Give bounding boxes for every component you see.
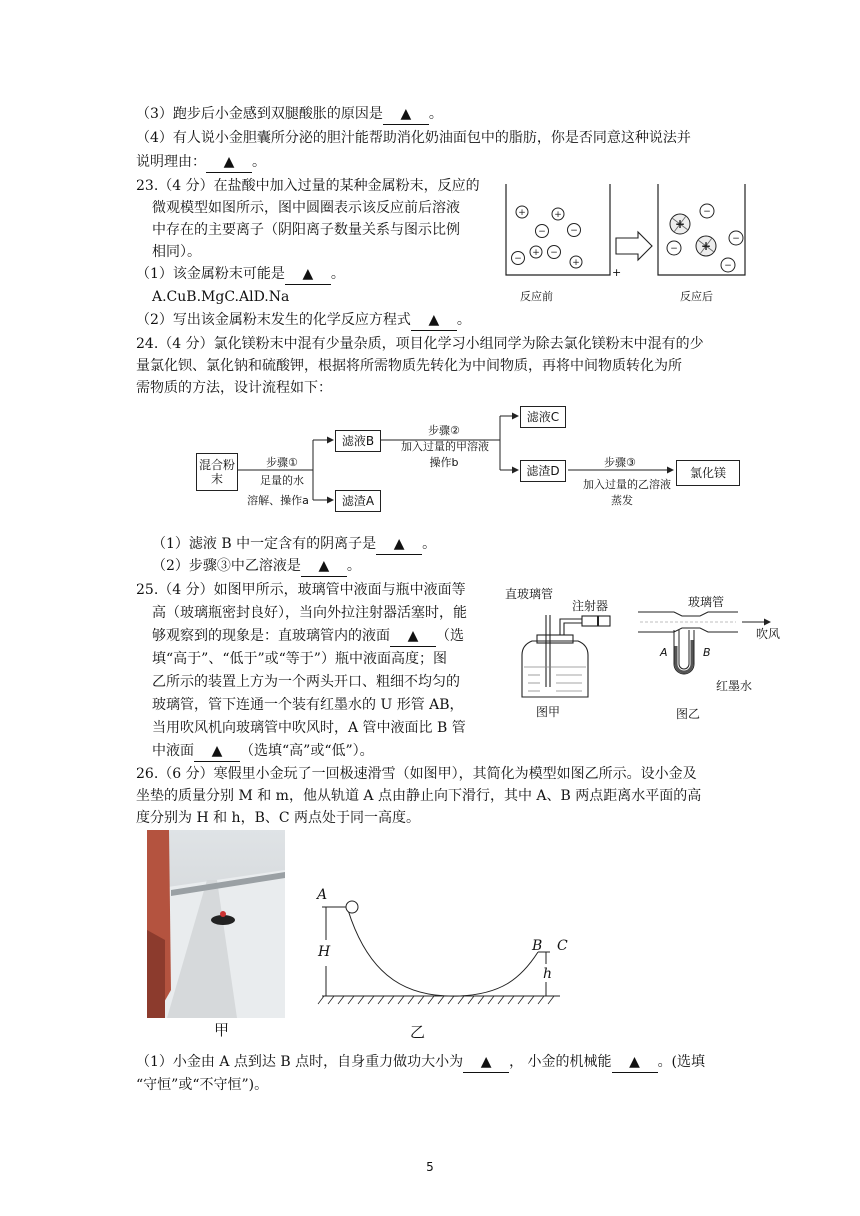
syringe-label: 注射器 — [572, 599, 609, 613]
metal-ion-icon — [670, 214, 690, 234]
magnesium-chloride-box: 氯化镁 — [676, 460, 740, 486]
answer-blank[interactable]: ▲ — [612, 1052, 658, 1073]
q25-line1: 25.（4 分）如图甲所示，玻璃管中液面与瓶中液面等 — [136, 582, 466, 598]
svg-text:−: − — [732, 234, 740, 244]
height-h-label: H — [318, 944, 331, 960]
q23-line1: 23.（4 分）在盐酸中加入过量的某种金属粉末，反应的 — [136, 178, 480, 194]
svg-text:−: − — [670, 244, 678, 254]
answer-blank[interactable]: ▲ — [194, 741, 240, 762]
q25-line7: 当用吹风机向玻璃管中吹风时，A 管中液面比 B 管 — [152, 720, 466, 736]
q24-line2: 量氯化钡、氯化钠和硫酸钾，根据将所需物质先转化为中间物质，再将中间物质转化为所 — [136, 358, 682, 374]
figure-yi-caption: 图乙 — [676, 707, 701, 721]
q26-part1: （1）小金由 A 点到达 B 点时，自身重力做功大小为 ▲ ， 小金的机械能 ▲ 。(选填 — [136, 1052, 705, 1073]
answer-blank[interactable]: ▲ — [206, 152, 252, 173]
q26-line2: 坐垫的质量分别 M 和 m，他从轨道 A 点由静止向下滑行，其中 A、B 两点距离水平面的高 — [136, 788, 702, 804]
svg-text:−: − — [724, 261, 732, 271]
step2-operation: 操作b — [429, 456, 459, 469]
height-small-h-label: h — [543, 966, 553, 982]
snow-tubing-photo — [147, 830, 285, 1018]
residue-a-box: 滤渣A — [335, 490, 381, 512]
q23-line2: 微观模型如图所示，图中圆圈表示该反应前后溶液 — [152, 200, 460, 216]
answer-blank[interactable]: ▲ — [383, 104, 429, 125]
photo-caption: 甲 — [214, 1021, 230, 1039]
svg-text:−: − — [550, 248, 558, 258]
anion-icon — [536, 225, 549, 238]
answer-blank[interactable]: ▲ — [376, 534, 422, 555]
tube-b-label: B — [703, 646, 711, 659]
q24-line1: 24.（4 分）氯化镁粉末中混有少量杂质，项目化学习小组同学为除去氯化镁粉末中混有的少 — [136, 336, 704, 352]
answer-blank[interactable]: ▲ — [411, 310, 457, 331]
red-ink-label: 红墨水 — [716, 679, 753, 693]
svg-text:+: + — [554, 210, 562, 220]
filtrate-b-box: 滤液B — [335, 430, 381, 452]
q25-line2: 高（玻璃瓶密封良好），当向外拉注射器活塞时，能 — [152, 605, 467, 621]
svg-text:−: − — [538, 227, 546, 237]
mixed-powder-box: 混合粉末 — [196, 453, 238, 491]
svg-text:+: + — [700, 239, 712, 253]
q24-line3: 需物质的方法，设计流程如下： — [136, 380, 332, 396]
svg-text:+: + — [518, 208, 526, 218]
q24-part1: （1）滤液 B 中一定含有的阴离子是 ▲ 。 — [152, 534, 436, 555]
q26-line1: 26.（6 分）寒假里小金玩了一回极速滑雪（如图甲），其简化为模型如图乙所示。设小金及 — [136, 766, 697, 782]
q26-line3: 度分别为 H 和 h，B、C 两点处于同一高度。 — [136, 810, 421, 826]
point-c-label: C — [557, 938, 568, 954]
q25-line8: 中液面 ▲ （选填“高”或“低”）。 — [152, 741, 374, 762]
after-caption: 反应后 — [680, 290, 713, 303]
step3-reagent: 加入过量的乙溶液 — [583, 478, 671, 491]
svg-text:−: − — [570, 226, 578, 236]
q22-line4: （4）有人说小金胆囊所分泌的胆汁能帮助消化奶油面包中的脂肪，你是否同意这种说法并 — [136, 130, 691, 146]
residue-d-box: 滤渣D — [520, 460, 566, 482]
before-caption: 反应前 — [520, 290, 553, 303]
point-b-label: B — [532, 938, 543, 954]
blow-label: 吹风 — [756, 627, 781, 641]
figure-jia-caption: 图甲 — [536, 705, 561, 719]
step1-reagent: 足量的水 — [260, 474, 304, 487]
q26-part1-line2: “守恒”或“不守恒”)。 — [136, 1077, 269, 1093]
step2-label: 步骤② — [428, 424, 460, 437]
page-number: 5 — [426, 1160, 434, 1174]
model-caption: 乙 — [410, 1023, 426, 1041]
glass-tube-label: 玻璃管 — [688, 595, 725, 609]
q25-line6: 玻璃管，管下连通一个装有红墨水的 U 形管 AB， — [152, 697, 464, 713]
cation-icon — [516, 206, 528, 218]
q25-line3: 够观察到的现象是：直玻璃管内的液面 ▲ （选 — [152, 626, 464, 647]
svg-text:−: − — [514, 254, 522, 264]
answer-blank[interactable]: ▲ — [301, 556, 347, 577]
straight-tube-label: 直玻璃管 — [505, 587, 554, 601]
step1-operation: 溶解、操作a — [247, 494, 309, 507]
tube-a-label: A — [660, 646, 668, 659]
answer-blank[interactable]: ▲ — [463, 1052, 509, 1073]
q23-part1: （1）该金属粉末可能是 ▲ 。 — [136, 264, 345, 285]
svg-text:+: + — [532, 248, 540, 258]
point-a-label: A — [317, 887, 328, 903]
q22-line3: （3）跑步后小金感到双腿酸胀的原因是 ▲ 。 — [136, 104, 443, 125]
q25-line5: 乙所示的装置上方为一个两头开口、粗细不均匀的 — [152, 674, 460, 690]
q23-part2: （2）写出该金属粉末发生的化学反应方程式 ▲ 。 — [136, 310, 471, 331]
q25-line4: 填“高于”、“低于”或“等于”）瓶中液面高度；图 — [152, 651, 447, 667]
step3-label: 步骤③ — [604, 456, 636, 469]
filtrate-c-box: 滤液C — [520, 406, 566, 428]
svg-text:+: + — [674, 217, 686, 231]
answer-blank[interactable]: ▲ — [285, 264, 331, 285]
q24-part2: （2）步骤③中乙溶液是 ▲ 。 — [152, 556, 361, 577]
q22-line4b: 说明理由： ▲ 。 — [136, 152, 266, 173]
svg-text:+: + — [572, 258, 580, 268]
svg-text:−: − — [703, 207, 711, 217]
q23-line3: 中存在的主要离子（阴阳离子数量关系与图示比例 — [152, 222, 460, 238]
answer-blank[interactable]: ▲ — [390, 626, 436, 647]
step3-operation: 蒸发 — [611, 494, 633, 507]
track-model-figure — [310, 880, 570, 1010]
q23-line4: 相同）。 — [152, 244, 201, 260]
step1-label: 步骤① — [266, 456, 298, 469]
step2-reagent: 加入过量的甲溶液 — [401, 440, 489, 453]
plus-sign: + — [612, 266, 622, 279]
q23-options: A.CuB.MgC.AlD.Na — [152, 289, 290, 305]
